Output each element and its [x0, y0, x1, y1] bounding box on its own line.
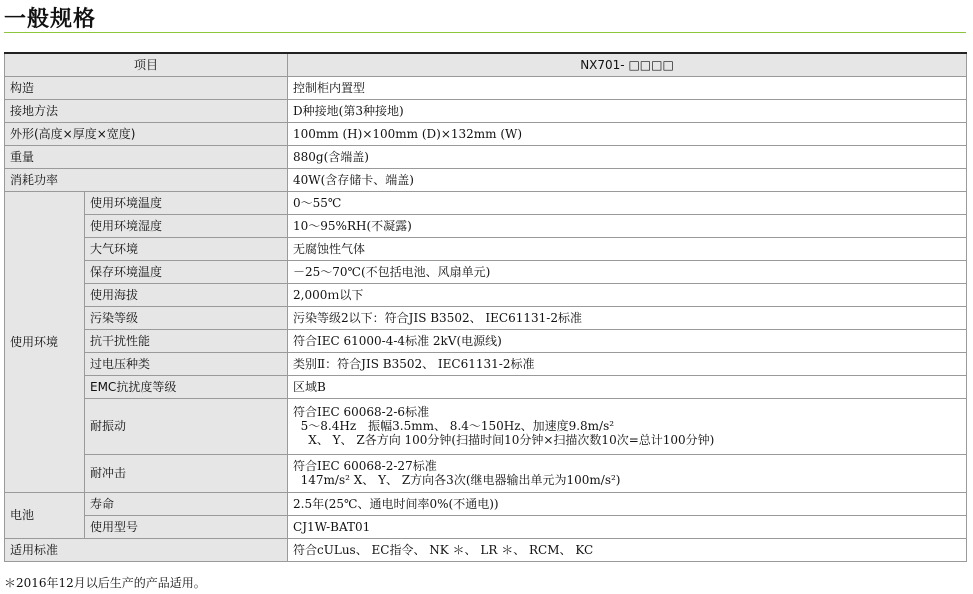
row-value: 40W(含存储卡、端盖) [288, 168, 967, 191]
row-label: 抗干扰性能 [85, 329, 288, 352]
table-row [5, 214, 967, 237]
row-value: D种接地(第3种接地) [288, 99, 967, 122]
row-value: 100mm (H)×100mm (D)×132mm (W) [288, 122, 967, 145]
row-value: 880g(含端盖) [288, 145, 967, 168]
table-row [5, 191, 967, 214]
row-label: 耐振动 [85, 398, 288, 454]
table-row [5, 260, 967, 283]
header-model: NX701- □□□□ [288, 53, 967, 76]
row-value-shock [288, 454, 967, 492]
page-title: 一般规格 [4, 7, 97, 32]
row-value: 符合cULus、 EC指令、 NK ＊、 LR ＊、 RCM、 KC [288, 538, 967, 561]
spec-table [4, 52, 967, 562]
row-label: 使用型号 [85, 515, 288, 538]
row-value: 类别Ⅱ：符合JIS B3502、 IEC61131-2标准 [288, 352, 967, 375]
table-row [5, 283, 967, 306]
table-row [5, 99, 967, 122]
row-label: 耐冲击 [85, 454, 288, 492]
row-label: 使用环境湿度 [85, 214, 288, 237]
row-label: 构造 [5, 76, 288, 99]
table-row [5, 538, 967, 561]
row-value: 2.5年(25℃、通电时间率0%(不通电)) [288, 492, 967, 515]
row-label: 消耗功率 [5, 168, 288, 191]
table-row [5, 375, 967, 398]
row-label: 寿命 [85, 492, 288, 515]
row-value: 污染等级2以下：符合JIS B3502、 IEC61131-2标准 [288, 306, 967, 329]
row-label: 接地方法 [5, 99, 288, 122]
table-row [5, 492, 967, 515]
row-value: 控制柜内置型 [288, 76, 967, 99]
table-row [5, 306, 967, 329]
row-value: CJ1W-BAT01 [288, 515, 967, 538]
table-row [5, 168, 967, 191]
table-row [5, 398, 967, 454]
group-label-environment: 使用环境 [5, 191, 85, 492]
shock-line: 147m/s² X、 Y、 Z方向各3次(继电器输出单元为100m/s²) [293, 473, 621, 487]
table-row [5, 515, 967, 538]
row-value: 区域B [288, 375, 967, 398]
row-value-vibration [288, 398, 967, 454]
row-value: 2,000ｍ以下 [288, 283, 967, 306]
vibration-line: 符合IEC 60068-2-6标准 [293, 405, 430, 419]
table-row [5, 122, 967, 145]
row-label: 使用环境温度 [85, 191, 288, 214]
table-row [5, 352, 967, 375]
row-value: 10～95%RH(不凝露) [288, 214, 967, 237]
row-label: 适用标准 [5, 538, 288, 561]
table-row [5, 329, 967, 352]
row-label: 大气环境 [85, 237, 288, 260]
vibration-line: X、 Y、 Z各方向 100分钟(扫描时间10分钟×扫描次数10次=总计100分钟) [293, 433, 715, 447]
row-label: EMC抗扰度等级 [85, 375, 288, 398]
row-label: 使用海拔 [85, 283, 288, 306]
table-row [5, 145, 967, 168]
row-label: 外形(高度×厚度×宽度) [5, 122, 288, 145]
row-label: 污染等级 [85, 306, 288, 329]
row-label: 过电压种类 [85, 352, 288, 375]
shock-line: 符合IEC 60068-2-27标准 [293, 459, 437, 473]
header-item: 项目 [5, 53, 288, 76]
table-row [5, 76, 967, 99]
row-value: 0～55℃ [288, 191, 967, 214]
row-label: 重量 [5, 145, 288, 168]
table-row [5, 454, 967, 492]
row-value: 无腐蚀性气体 [288, 237, 967, 260]
title-divider [4, 32, 966, 33]
group-label-battery: 电池 [5, 492, 85, 538]
footnote: ＊2016年12月以后生产的产品适用。 [4, 576, 206, 590]
vibration-line: 5～8.4Hz 振幅3.5mm、 8.4～150Hz、加速度9.8m/s² [293, 419, 615, 433]
row-value: －25～70℃(不包括电池、风扇单元) [288, 260, 967, 283]
row-label: 保存环境温度 [85, 260, 288, 283]
table-row [5, 237, 967, 260]
row-value: 符合IEC 61000-4-4标准 2kV(电源线) [288, 329, 967, 352]
table-header-row [5, 53, 967, 76]
